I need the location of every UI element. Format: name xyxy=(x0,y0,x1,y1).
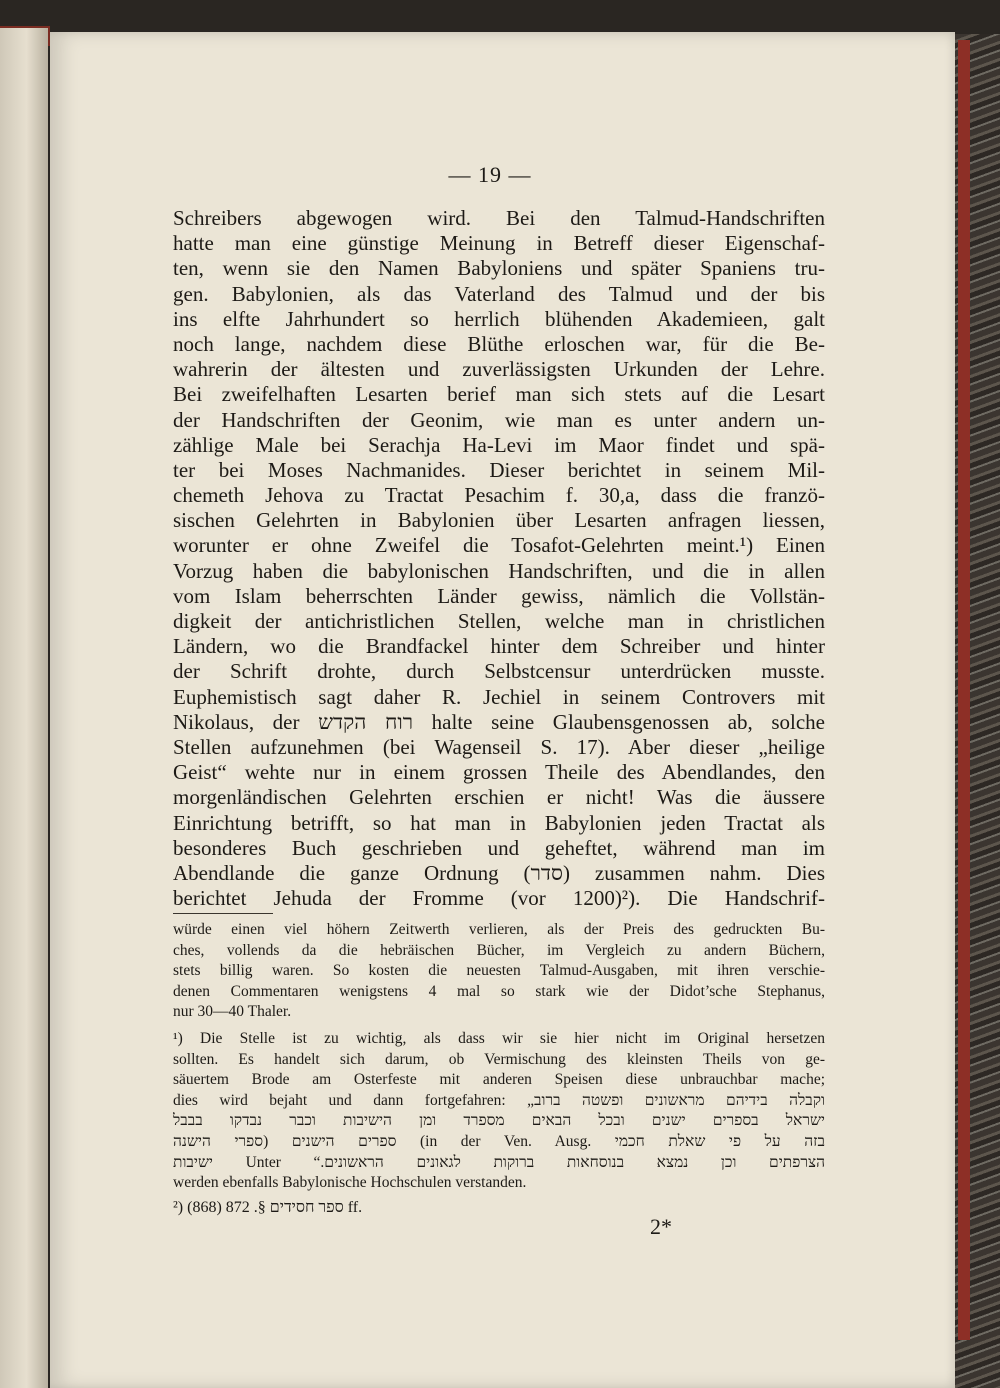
text-line: Einrichtung betrifft, so hat man in Babylonien jeden Tractat als xyxy=(173,810,825,835)
text-line: dies wird bejaht und dann fortgefahren: „וקבלה בידיהם מראשונים ופשטה ברוב xyxy=(173,1091,825,1109)
text-line: chemeth Jehova zu Tractat Pesachim f. 30,a, dass die franzö- xyxy=(173,483,825,508)
text-line: sischen Gelehrten in Babylonien über Lesarten anfragen liessen, xyxy=(173,508,825,533)
text-line: Ländern, wo die Brandfackel hinter dem Schreiber und hinter xyxy=(173,634,825,659)
text-line: noch lange, nachdem diese Blüthe erloschen war, für die Be- xyxy=(173,331,825,356)
text-line: Abendlande die ganze Ordnung (סדר) zusammen nahm. Dies xyxy=(173,860,825,885)
text-line: digkeit der antichristlichen Stellen, welche man in christlichen xyxy=(173,609,825,633)
text-line: Vorzug haben die babylonischen Handschriften, und die in allen xyxy=(173,558,825,583)
text-line: ches, vollends da die hebräischen Bücher, im Vergleich zu andern Büchern, xyxy=(173,941,825,959)
footnotes xyxy=(173,920,825,1194)
text-line: ins elfte Jahrhundert so herrlich blühenden Akademieen, galt xyxy=(173,306,825,331)
footnote-2: ²) ספר חסידים §. 872 (868) ff. xyxy=(173,1199,363,1216)
text-line: Bei zweifelhaften Lesarten berief man sich stets auf die Lesart xyxy=(173,382,825,407)
text-line: Nikolaus, der רוח הקדש halte seine Glaubensgenossen ab, solche xyxy=(173,709,825,734)
text-line: der Handschriften der Geonim, wie man es unter andern un- xyxy=(173,407,825,432)
text-line: ¹) Die Stelle ist zu wichtig, als dass wir sie hier nicht im Original hersetzen xyxy=(173,1029,825,1047)
text-line: würde einen viel höhern Zeitwerth verlieren, als der Preis des gedruckten Bu- xyxy=(173,921,825,938)
text-line: ספרים הישנים (ספרי הישנה (in der Ven. Ausg. בזה על פי שאלת חכמי xyxy=(173,1132,825,1150)
red-spine-edge xyxy=(958,40,970,1340)
text-line: ten, wenn sie den Namen Babyloniens und später Spaniens tru- xyxy=(173,256,825,281)
facing-page-edge xyxy=(0,28,48,1388)
text-line: morgenländischen Gelehrten erschien er nicht! Was die äussere xyxy=(173,785,825,810)
text-line: wahrerin der ältesten und zuverlässigsten Urkunden der Lehre. xyxy=(173,357,825,382)
body-text xyxy=(173,206,825,911)
text-line: besonderes Buch geschrieben und geheftet, während man im xyxy=(173,835,825,860)
footnote-rule xyxy=(173,913,273,914)
text-line: Geist“ wehte nur in einem grossen Theile des Abendlandes, den xyxy=(173,760,825,785)
text-line: stets billig waren. So kosten die neuesten Talmud-Ausgaben, mit ihren verschie- xyxy=(173,962,825,980)
text-line: worunter er ohne Zweifel die Tosafot-Gelehrten meint.¹) Einen xyxy=(173,533,825,558)
text-line: Euphemistisch sagt daher R. Jechiel in seinem Controvers mit xyxy=(173,684,825,709)
text-line: hatte man eine günstige Meinung in Betreff dieser Eigenschaf- xyxy=(173,231,825,256)
text-line: Stellen aufzunehmen (bei Wagenseil S. 17). Aber dieser „heilige xyxy=(173,734,825,759)
footnote-1 xyxy=(173,1029,825,1194)
page-number: — 19 — xyxy=(448,162,532,187)
text-line: werden ebenfalls Babylonische Hochschulen verstanden. xyxy=(173,1174,527,1192)
text-line: zählige Male bei Serachja Ha-Levi im Maor findet und spä- xyxy=(173,432,825,457)
text-line: vom Islam beherrschten Länder gewiss, nämlich die Vollstän- xyxy=(173,583,825,608)
footnote-continuation xyxy=(173,920,825,1023)
text-line: ter bei Moses Nachmanides. Dieser berichtet in seinem Mil- xyxy=(173,457,825,482)
text-line: säuertem Brode am Osterfeste mit anderen Speisen diese unbrauchbar mache; xyxy=(173,1071,825,1089)
text-line: ישיבות Unter “.הצרפתים וכן נמצא בנוסחאות ברוקות לגאונים הראשונים xyxy=(173,1153,825,1171)
text-line: Schreibers abgewogen wird. Bei den Talmud-Handschriften xyxy=(173,206,825,230)
signature-mark: 2* xyxy=(650,1214,672,1239)
text-line: ישראל בספרים ישנים ובכל הבאים מספרד ומן הישיבות וכבר נבדקו בבבל xyxy=(173,1112,825,1130)
text-line: denen Commentaren wenigstens 4 mal so stark wie der Didot’sche Stephanus, xyxy=(173,982,825,1000)
text-line: nur 30—40 Thaler. xyxy=(173,1003,292,1021)
book-page xyxy=(50,32,955,1388)
text-line: berichtet Jehuda der Fromme (vor 1200)²). Die Handschrif- xyxy=(173,886,825,911)
text-line: der Schrift drohte, durch Selbstcensur unterdrücken musste. xyxy=(173,659,825,684)
text-line: sollten. Es handelt sich darum, ob Vermischung des kleinsten Theils von ge- xyxy=(173,1050,825,1068)
text-line: gen. Babylonien, als das Vaterland des Talmud und der bis xyxy=(173,281,825,306)
